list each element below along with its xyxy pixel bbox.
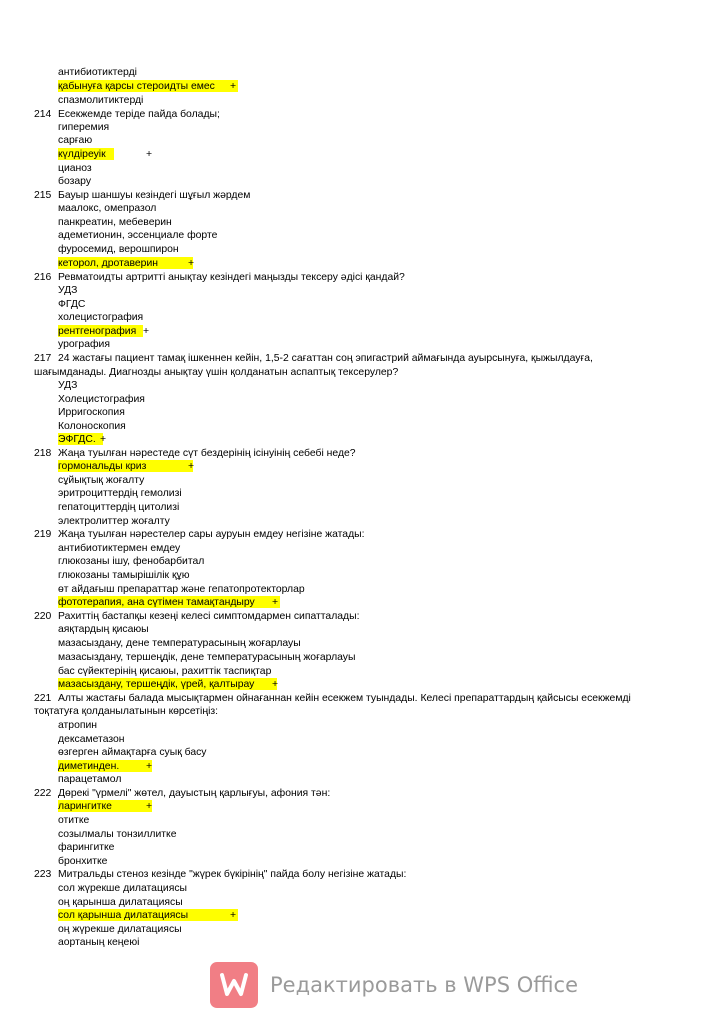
answer-text: өт айдағыш препараттар және гепатопротекторлар xyxy=(58,584,305,595)
answer-text: урография xyxy=(58,339,110,350)
question-number: 219 xyxy=(34,529,52,540)
answer-text: өзгерген аймақтарға суық басу xyxy=(58,747,207,758)
answer-text: созылмалы тонзиллитке xyxy=(58,829,177,840)
answer-text: электролиттер жоғалту xyxy=(58,516,170,527)
answer-text: бас сүйектерінің қисаюы, рахиттік таспиқтар xyxy=(58,666,272,677)
answer-text: холецистография xyxy=(58,312,144,323)
answer-text: гепатоциттердің цитолизі xyxy=(58,502,180,513)
question-number: 214 xyxy=(34,109,52,120)
answer-text: глюкозаны тамырішілік құю xyxy=(58,570,190,581)
question-number: 217 xyxy=(34,353,52,364)
answer-text: Холецистография xyxy=(58,394,145,405)
answer-text: атропин xyxy=(58,720,98,731)
correct-answer-plus: + xyxy=(146,801,153,812)
question-number: 216 xyxy=(34,272,52,283)
question-text: Жаңа туылған нәрестелер сары ауруын емдеу негізіне жатады: xyxy=(58,529,365,540)
question-text: Дөрекі "үрмелі" жөтел, дауыстың қарлығуы, афония тән: xyxy=(58,788,331,799)
correct-answer-plus: + xyxy=(230,910,237,921)
answer-text: сұйықтық жоғалту xyxy=(58,475,145,486)
answer-text: кеторол, дротаверин xyxy=(58,258,158,269)
answer-text: антибиотиктермен емдеу xyxy=(58,543,181,554)
answer-text: сол жүрекше дилатациясы xyxy=(58,883,188,894)
question-number: 223 xyxy=(34,869,52,880)
answer-text: гормональды криз xyxy=(58,461,147,472)
answer-text: сол қарынша дилатациясы xyxy=(58,910,189,921)
answer-text: цианоз xyxy=(58,163,92,174)
correct-answer-plus: + xyxy=(143,326,150,337)
answer-text: мазасыздану, дене температурасының жоғарлауы xyxy=(58,638,301,649)
correct-answer-plus: + xyxy=(188,461,195,472)
question-text: 24 жастағы пациент тамақ ішкеннен кейін, 1,5-2 сағаттан соң эпигастрий аймағында ауырсынуға, қыжылдауға, xyxy=(58,353,593,364)
answer-text: оң қарынша дилатациясы xyxy=(58,897,183,908)
question-text: Жаңа туылған нәрестеде сүт бездерінің ісінуінің себебі неде? xyxy=(58,448,356,459)
answer-text: ларингитке xyxy=(58,801,112,812)
correct-answer-plus: + xyxy=(272,597,279,608)
question-number: 215 xyxy=(34,190,52,201)
question-text: Бауыр шаншуы кезіндегі шұғыл жәрдем xyxy=(58,190,251,201)
question-text: Алты жастағы балада мысықтармен ойнағаннан кейін есекжем туындады. Келесі препараттардың қайсысы есекжемді xyxy=(58,693,631,704)
answer-text: аортаның кеңеюі xyxy=(58,937,140,948)
answer-text: УДЗ xyxy=(58,285,78,296)
correct-answer-plus: + xyxy=(100,434,107,445)
answer-text: қабынуға қарсы стероидты емес xyxy=(58,81,215,92)
answer-text: УДЗ xyxy=(58,380,78,391)
answer-text: бронхитке xyxy=(58,856,108,867)
answer-text: мазасыздану, тершеңдік, дене температурасының жоғарлауы xyxy=(58,652,356,663)
correct-answer-plus: + xyxy=(272,679,279,690)
answer-text: дексаметазон xyxy=(58,734,125,745)
answer-text: спазмолитиктерді xyxy=(58,95,144,106)
answer-text: бозару xyxy=(58,176,92,187)
question-number: 222 xyxy=(34,788,52,799)
wps-edit-banner[interactable] xyxy=(210,962,579,1008)
answer-text: отитке xyxy=(58,815,90,826)
answer-text: адеметионин, эссенциале форте xyxy=(58,230,218,241)
answer-text: аяқтардың қисаюы xyxy=(58,624,149,635)
answer-text: диметинден. xyxy=(58,761,120,772)
answer-text: фарингитке xyxy=(58,842,115,853)
answer-text: парацетамол xyxy=(58,774,122,785)
question-text: Есекжемде теріде пайда болады; xyxy=(58,109,220,120)
wps-logo-icon[interactable] xyxy=(210,962,258,1008)
wps-edit-label[interactable]: Редактировать в WPS Office xyxy=(270,973,579,997)
answer-text: Ирригоскопия xyxy=(58,407,125,418)
answer-text: антибиотиктерді xyxy=(58,67,137,78)
answer-text: мазасыздану, тершеңдік, үрей, қалтырау xyxy=(58,679,255,690)
correct-answer-plus: + xyxy=(230,81,237,92)
answer-text: глюкозаны ішу, фенобарбитал xyxy=(58,556,205,567)
answer-text: күлдіреуік xyxy=(58,149,106,160)
question-text-continuation: тоқтатуға қолданылатынын көрсетіңіз: xyxy=(34,706,219,717)
answer-text: панкреатин, мебеверин xyxy=(58,217,172,228)
question-text: Митральды стеноз кезінде "жүрек бүкірінің" пайда болу негізіне жатады: xyxy=(58,869,407,880)
answer-text: ЭФГДС. xyxy=(58,434,96,445)
answer-text: сарғаю xyxy=(58,135,93,146)
answer-text: ФГДС xyxy=(58,299,86,310)
correct-answer-plus: + xyxy=(188,258,195,269)
question-text-continuation: шағымданады. Диагнозды анықтау үшін қолданатын аспаптық тексерулер? xyxy=(34,367,399,378)
question-number: 218 xyxy=(34,448,52,459)
correct-answer-plus: + xyxy=(146,149,153,160)
answer-text: гиперемия xyxy=(58,122,110,133)
question-number: 221 xyxy=(34,693,52,704)
question-text: Рахиттің бастапқы кезеңі келесі симптомдармен сипатталады: xyxy=(58,611,360,622)
answer-text: маалокс, омепразол xyxy=(58,203,157,214)
answer-text: фототерапия, ана сүтімен тамақтандыру xyxy=(58,597,255,608)
answer-text: фуросемид, верошпирон xyxy=(58,244,179,255)
answer-text: эритроциттердің гемолизі xyxy=(58,488,182,499)
answer-text: рентгенография xyxy=(58,326,137,337)
question-number: 220 xyxy=(34,611,52,622)
question-text: Ревматоидты артритті анықтау кезіндегі маңызды тексеру әдісі қандай? xyxy=(58,272,405,283)
answer-text: оң жүрекше дилатациясы xyxy=(58,924,182,935)
answer-text: Колоноскопия xyxy=(58,421,126,432)
correct-answer-plus: + xyxy=(146,761,153,772)
